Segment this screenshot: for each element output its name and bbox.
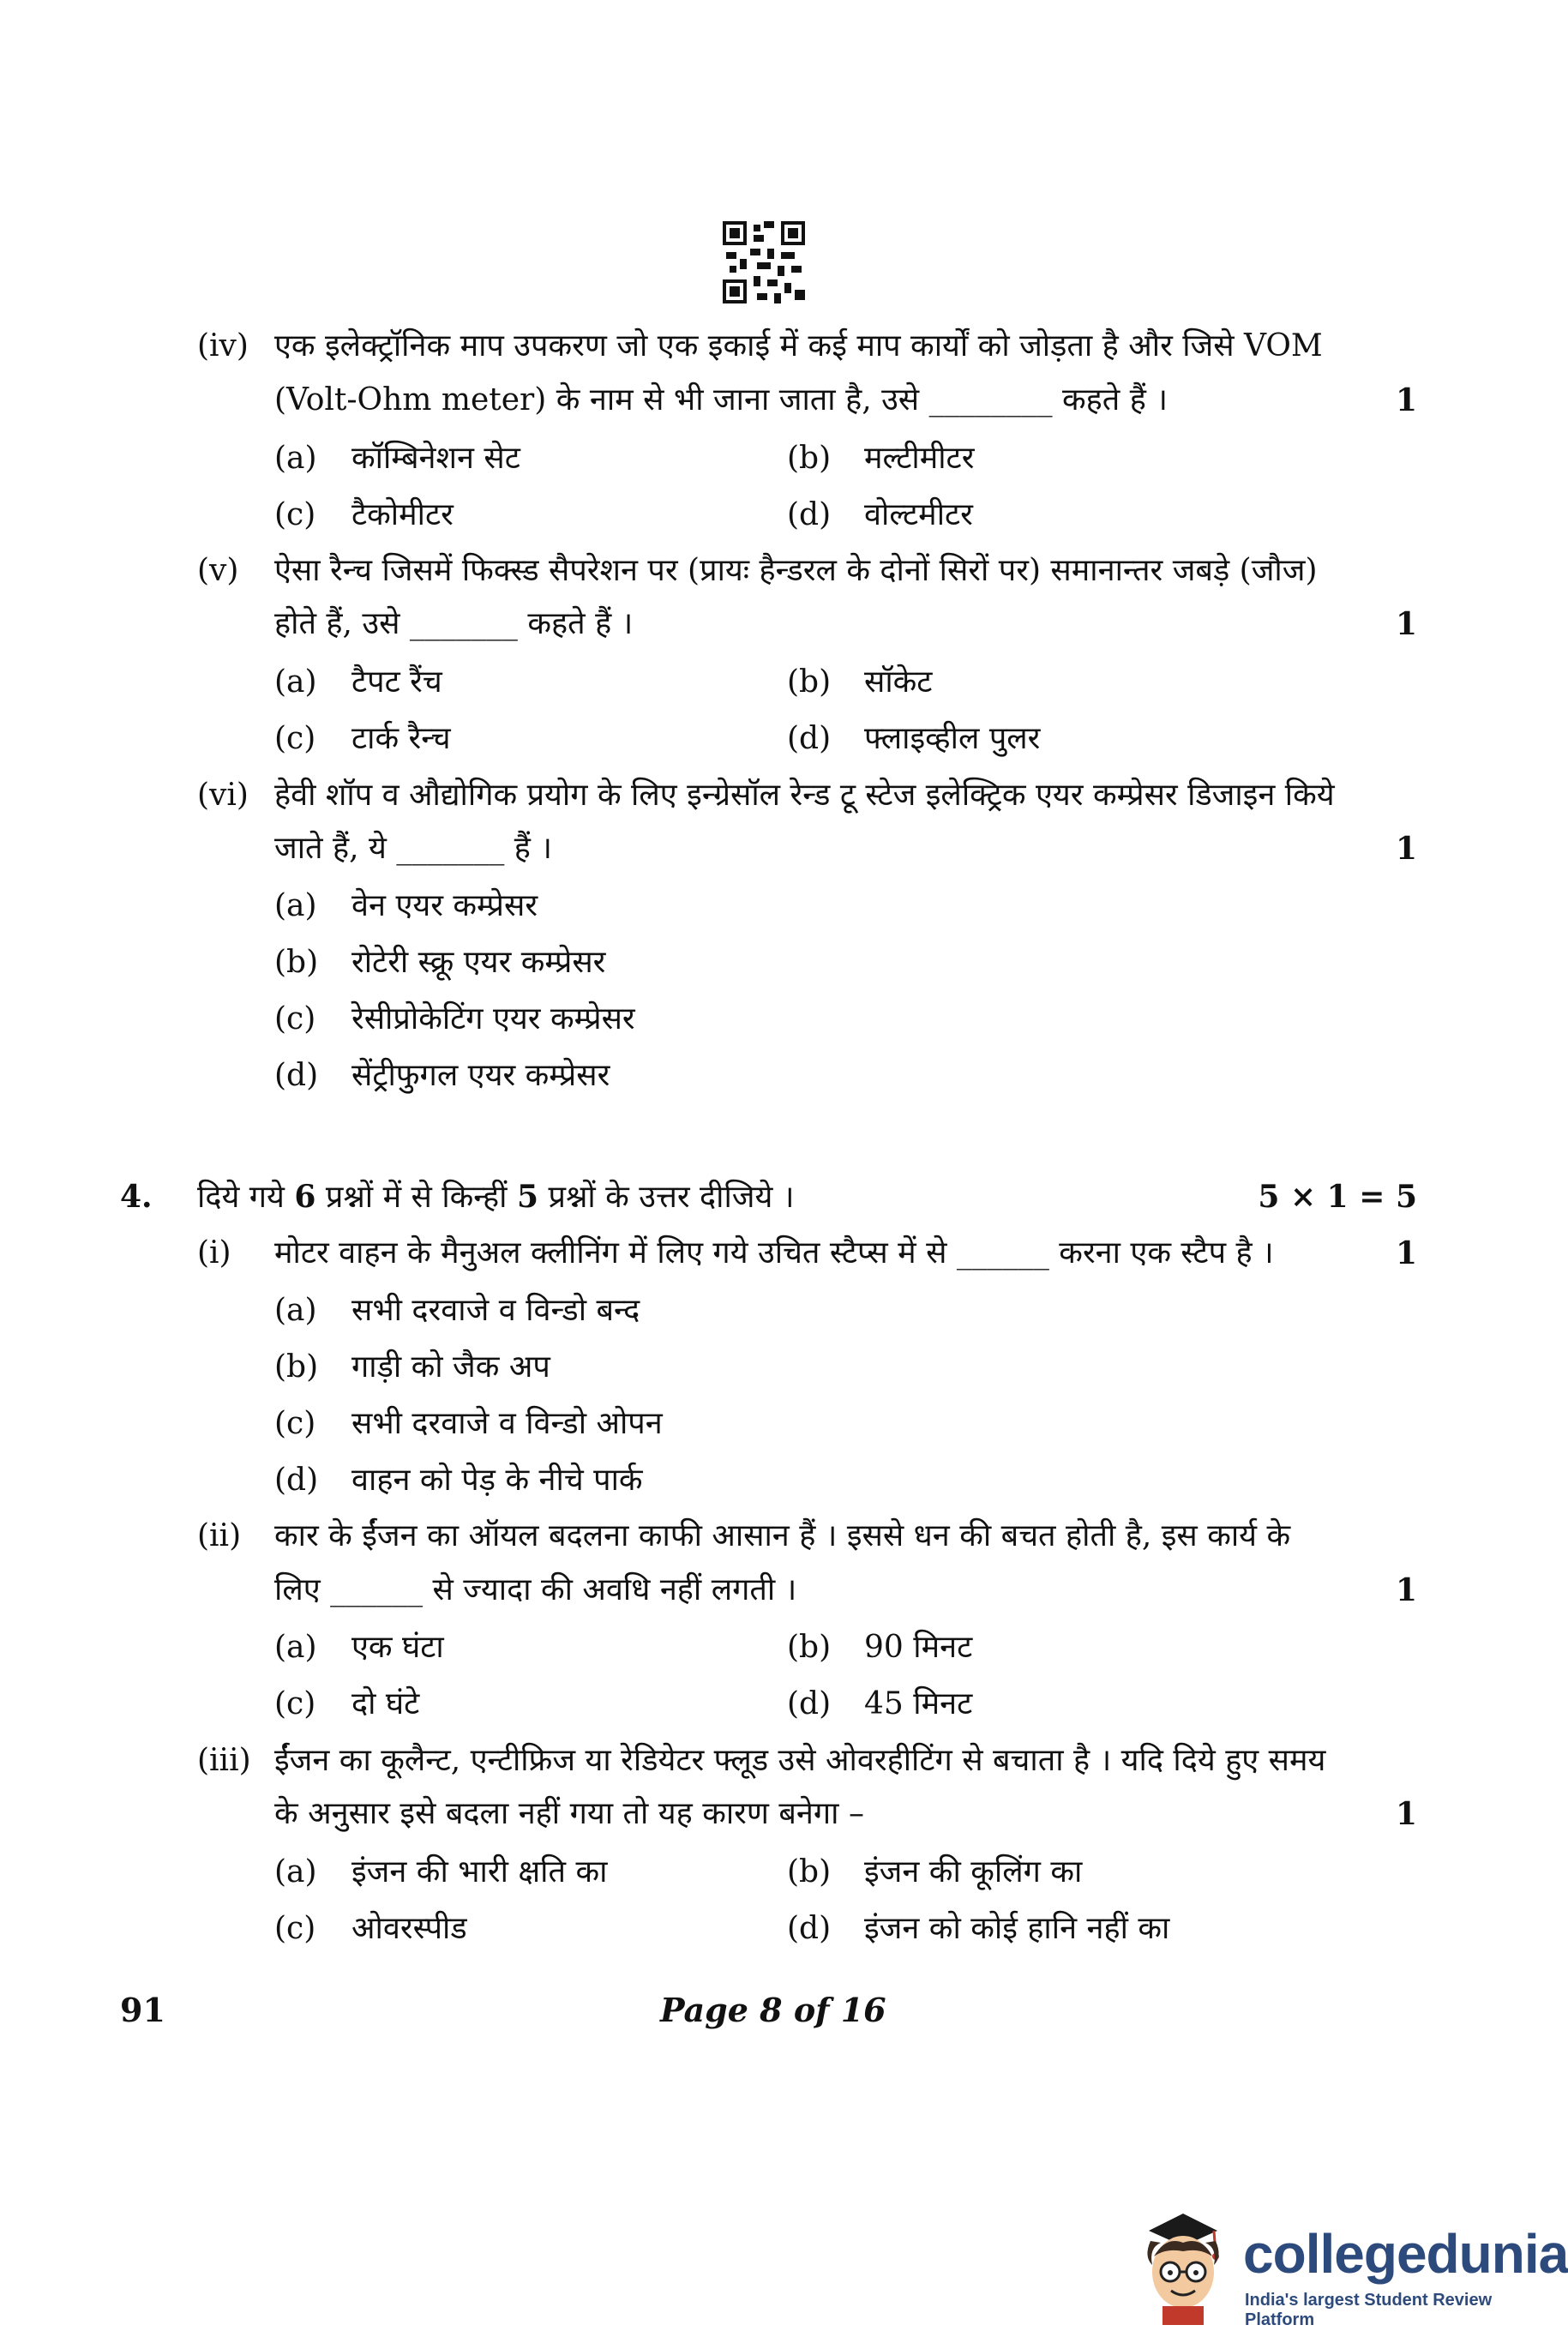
option-label: (b)	[274, 1349, 319, 1385]
option-text: गाड़ी को जैक अप	[351, 1349, 550, 1385]
question-number: (iv)	[197, 328, 249, 363]
question-text: हेवी शॉप व औद्योगिक प्रयोग के लिए इन्ग्रेसॉल रेन्ड टू स्टेज इलेक्ट्रिक एयर कम्प्रेसर डिजाइन किये	[274, 778, 1335, 813]
question-total-marks: 5 × 1 = 5	[1258, 1179, 1417, 1215]
option-text: टार्क रैन्च	[351, 721, 451, 756]
option-text: टैकोमीटर	[351, 497, 454, 532]
option-label: (d)	[787, 1911, 832, 1946]
option-text: वेन एयर कम्प्रेसर	[351, 888, 538, 923]
option-text: इंजन को कोई हानि नहीं का	[864, 1911, 1170, 1946]
question-text: होते हैं, उसे _______ कहते हैं ।	[274, 606, 634, 641]
option-label: (a)	[274, 664, 317, 700]
question-number: (iii)	[197, 1743, 251, 1778]
page-number: Page 8 of 16	[660, 1991, 886, 2029]
option-label: (a)	[274, 1293, 317, 1328]
option-text: फ्लाइव्हील पुलर	[864, 721, 1041, 756]
option-text: इंजन की भारी क्षति का	[351, 1854, 608, 1889]
option-label: (a)	[274, 888, 317, 923]
question-text: मोटर वाहन के मैनुअल क्लीनिंग में लिए गये उचित स्टैप्स में से ______ करना एक स्टैप है ।	[274, 1235, 1274, 1271]
option-label: (d)	[787, 1686, 832, 1721]
question-marks: 1	[1395, 831, 1417, 867]
option-text: रेसीप्रोकेटिंग एयर कम्प्रेसर	[351, 1001, 635, 1036]
question-marks: 1	[1395, 1572, 1417, 1608]
question-text: जाते हैं, ये _______ हैं ।	[274, 831, 552, 866]
option-text: दो घंटे	[351, 1686, 420, 1721]
question-number: (ii)	[197, 1518, 242, 1553]
question-text: कार के ईंजन का ऑयल बदलना काफी आसान हैं । इससे धन की बचत होती है, इस कार्य के	[274, 1518, 1291, 1553]
option-text: सभी दरवाजे व विन्डो बन्द	[351, 1293, 640, 1328]
option-label: (c)	[274, 1406, 316, 1441]
question-marks: 1	[1395, 1796, 1417, 1832]
question-text: एक इलेक्ट्रॉनिक माप उपकरण जो एक इकाई में कई माप कार्यों को जोड़ता है और जिसे VOM	[274, 328, 1323, 363]
option-text: कॉम्बिनेशन सेट	[351, 441, 520, 476]
student-mascot-icon	[1132, 2205, 1235, 2325]
option-text: एक घंटा	[351, 1630, 444, 1665]
question-instruction: दिये गये 6 प्रश्नों में से किन्हीं 5 प्रश्नों के उत्तर दीजिये ।	[197, 1179, 795, 1215]
option-label: (b)	[274, 945, 319, 980]
logo-tagline: India's largest Student Review Platform	[1245, 2291, 1493, 2329]
option-text: टैपट रैंच	[351, 664, 442, 700]
question-text: ईंजन का कूलैन्ट, एन्टीफ्रिज या रेडियेटर फ्लूड उसे ओवरहीटिंग से बचाता है । यदि दिये हुए समय	[274, 1743, 1326, 1778]
option-text: 45 मिनट	[864, 1686, 973, 1721]
question-text: लिए ______ से ज्यादा की अवधि नहीं लगती ।	[274, 1572, 797, 1607]
question-text: (Volt-Ohm meter) के नाम से भी जाना जाता है, उसे ________ कहते हैं ।	[274, 382, 1168, 418]
option-label: (c)	[274, 721, 316, 756]
option-label: (c)	[274, 1911, 316, 1946]
option-label: (a)	[274, 1854, 317, 1889]
question-marks: 1	[1395, 1235, 1417, 1271]
option-label: (d)	[787, 721, 832, 756]
option-text: ओवरस्पीड	[351, 1911, 467, 1946]
option-label: (c)	[274, 1001, 316, 1036]
option-label: (c)	[274, 497, 316, 532]
question-number: (v)	[197, 553, 239, 588]
option-label: (b)	[787, 664, 832, 700]
option-label: (c)	[274, 1686, 316, 1721]
qr-code-icon	[723, 221, 805, 303]
option-text: सेंट्रीफुगल एयर कम्प्रेसर	[351, 1058, 610, 1093]
option-label: (b)	[787, 441, 832, 476]
question-marks: 1	[1395, 382, 1417, 418]
question-text: ऐसा रैन्च जिसमें फिक्स्ड सैपरेशन पर (प्रायः हैन्डरल के दोनों सिरों पर) समानान्तर जबड़े (जौज)	[274, 553, 1318, 588]
option-label: (d)	[787, 497, 832, 532]
paper-code: 91	[120, 1991, 165, 2029]
logo-wordmark: collegedunia	[1243, 2223, 1568, 2285]
option-text: सॉकेट	[864, 664, 933, 700]
question-number: (vi)	[197, 778, 249, 813]
question-number: (i)	[197, 1235, 231, 1271]
option-text: 90 मिनट	[864, 1630, 973, 1665]
option-text: वोल्टमीटर	[864, 497, 973, 532]
question-number: 4.	[120, 1179, 153, 1215]
option-label: (d)	[274, 1058, 319, 1093]
option-label: (b)	[787, 1854, 832, 1889]
option-label: (b)	[787, 1630, 832, 1665]
question-marks: 1	[1395, 606, 1417, 642]
question-text: के अनुसार इसे बदला नहीं गया तो यह कारण बनेगा –	[274, 1796, 864, 1831]
option-text: मल्टीमीटर	[864, 441, 975, 476]
option-text: इंजन की कूलिंग का	[864, 1854, 1083, 1889]
collegedunia-logo	[1132, 2205, 1568, 2329]
option-text: सभी दरवाजे व विन्डो ओपन	[351, 1406, 663, 1441]
option-text: वाहन को पेड़ के नीचे पार्क	[351, 1463, 643, 1498]
option-label: (a)	[274, 441, 317, 476]
option-label: (d)	[274, 1463, 319, 1498]
option-text: रोटेरी स्क्रू एयर कम्प्रेसर	[351, 945, 606, 980]
option-label: (a)	[274, 1630, 317, 1665]
